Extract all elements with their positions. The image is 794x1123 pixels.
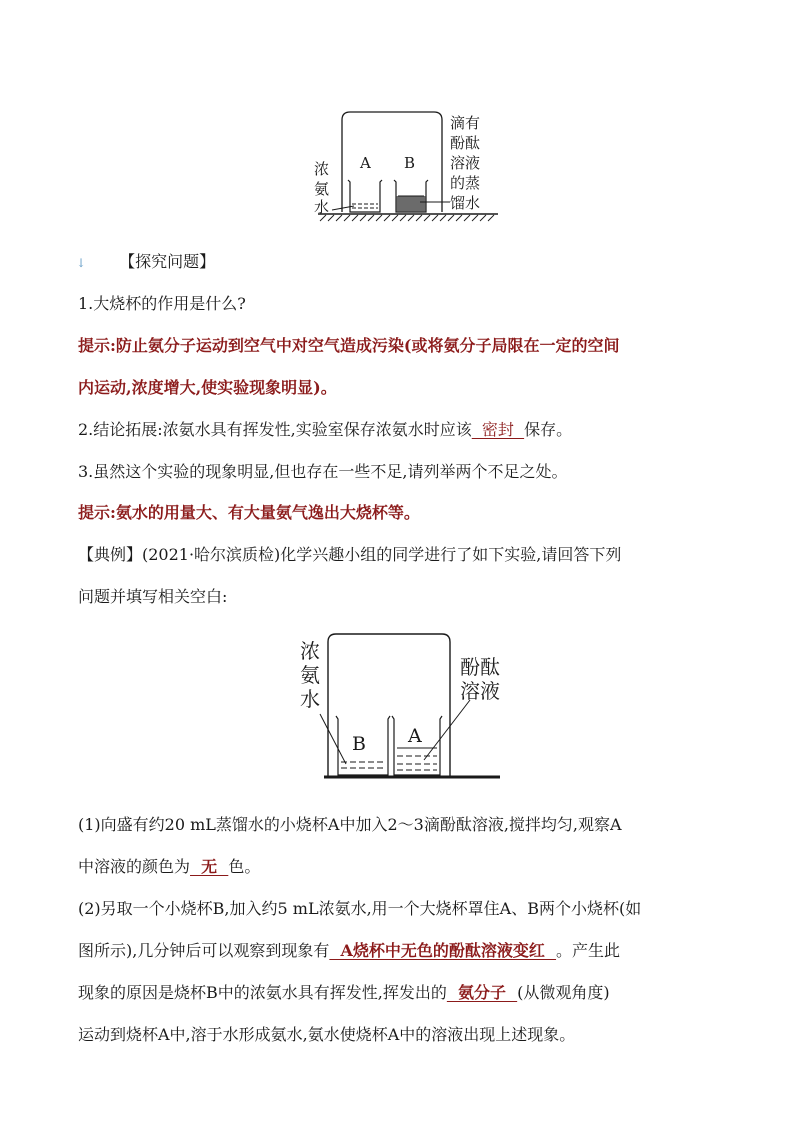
arrow-marker-icon: ↓ — [76, 256, 87, 270]
fig2-right-label-2: 溶液 — [460, 679, 500, 703]
part-2-line-4: 运动到烧杯A中,溶于水形成氨水,氨水使烧杯A中的溶液出现上述现象。 — [78, 1025, 576, 1044]
part-2-line-1: (2)另取一个小烧杯B,加入约5 mL浓氨水,用一个大烧杯罩住A、B两个小烧杯(如 — [78, 899, 642, 918]
figure-2-apparatus — [294, 632, 510, 784]
figure-1-apparatus — [310, 108, 500, 228]
fig1-right-label-4: 的蒸 — [450, 174, 481, 192]
section-header — [76, 252, 215, 273]
question-2 — [78, 420, 572, 440]
fig1-left-label-2: 氨 — [314, 180, 330, 198]
part-1-answer: 无 — [190, 857, 229, 876]
fig1-left-label-1: 浓 — [314, 160, 330, 178]
fig1-right-label-3: 溶液 — [450, 154, 481, 172]
fig1-beaker-a-label: A — [360, 154, 371, 172]
part-2-answer-2: 氨分子 — [446, 983, 518, 1002]
fig1-right-label-2: 酚酞 — [450, 134, 481, 152]
fig2-beaker-a-label: A — [408, 725, 422, 747]
fig1-left-label-3: 水 — [314, 198, 330, 216]
part-2-text-a: 图所示),几分钟后可以观察到现象有 — [78, 941, 330, 960]
part-2-text-d: (从微观角度) — [517, 983, 610, 1002]
hint-1-line-1: 提示:防止氨分子运动到空气中对空气造成污染(或将氨分子局限在一定的空间 — [78, 336, 620, 355]
example-line-2: 问题并填写相关空白: — [78, 587, 228, 606]
part-2-answer-1: A烧杯中无色的酚酞溶液变红 — [329, 941, 557, 960]
part-2-text-b: 。产生此 — [556, 941, 621, 960]
fig1-beaker-b-label: B — [404, 154, 416, 172]
fig2-beaker-b-label: B — [352, 733, 366, 755]
part-2-line-2 — [78, 941, 620, 961]
question-2-tail: 保存。 — [524, 420, 573, 439]
hint-3: 提示:氨水的用量大、有大量氨气逸出大烧杯等。 — [78, 503, 420, 522]
part-2-text-c: 现象的原因是烧杯B中的浓氨水具有挥发性,挥发出的 — [78, 983, 447, 1002]
fig1-right-label-5: 馏水 — [450, 194, 481, 212]
fig1-right-label-1: 滴有 — [450, 114, 481, 132]
part-2-line-3 — [78, 983, 610, 1003]
part-1-text: 中溶液的颜色为 — [78, 857, 191, 876]
part-1-tail: 色。 — [228, 857, 261, 876]
fig2-left-label-1: 浓 — [300, 639, 320, 663]
part-1-line-2 — [78, 857, 260, 877]
fig2-left-label-2: 氨 — [300, 663, 320, 687]
section-title: 【探究问题】 — [119, 252, 216, 271]
fig2-right-label-1: 酚酞 — [460, 655, 500, 679]
hint-1-line-2: 内运动,浓度增大,使实验现象明显)。 — [78, 378, 337, 397]
question-3: 3.虽然这个实验的现象明显,但也存在一些不足,请列举两个不足之处。 — [78, 462, 568, 481]
example-line-1: 【典例】(2021·哈尔滨质检)化学兴趣小组的同学进行了如下实验,请回答下列 — [78, 545, 622, 564]
fig2-left-label-3: 水 — [300, 687, 320, 711]
question-2-answer: 密封 — [471, 420, 525, 439]
part-1-line-1: (1)向盛有约20 mL蒸馏水的小烧杯A中加入2～3滴酚酞溶液,搅拌均匀,观察A — [78, 815, 622, 834]
question-2-text: 2.结论拓展:浓氨水具有挥发性,实验室保存浓氨水时应该 — [78, 420, 472, 439]
question-1: 1.大烧杯的作用是什么? — [78, 294, 246, 313]
